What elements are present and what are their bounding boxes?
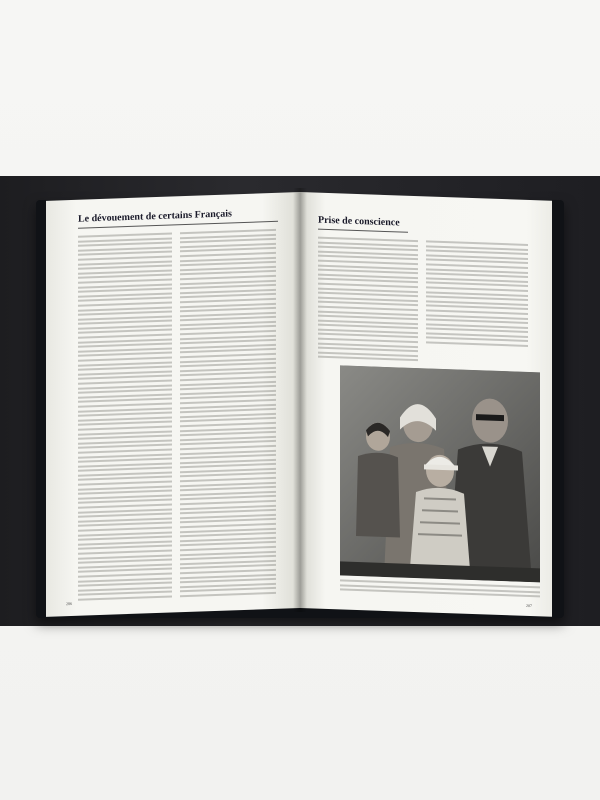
left-chapter-title: Le dévouement de certains Français — [78, 208, 232, 225]
right-chapter-title: Prise de conscience — [318, 214, 400, 229]
family-photo-illustration — [340, 365, 540, 582]
left-folio: 206 — [66, 600, 72, 607]
right-page — [300, 192, 552, 617]
left-text-column-1 — [78, 232, 172, 603]
photo-caption — [340, 579, 540, 600]
right-text-column-2 — [426, 240, 528, 349]
right-folio: 207 — [526, 602, 532, 609]
right-text-column-1 — [318, 237, 418, 365]
right-title-rule — [318, 229, 408, 233]
book-gutter — [293, 188, 307, 612]
left-text-column-2 — [180, 229, 276, 600]
family-photograph — [340, 365, 540, 582]
left-page — [46, 192, 300, 617]
